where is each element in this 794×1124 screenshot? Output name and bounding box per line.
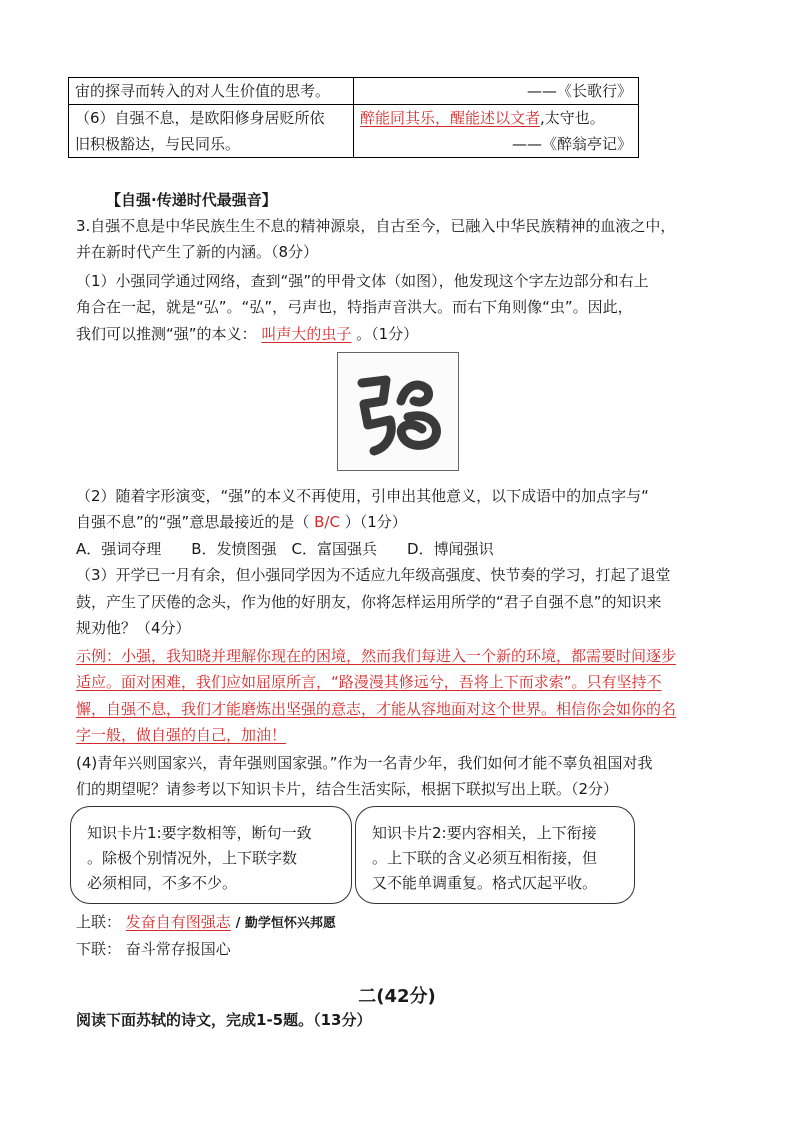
answer-table (68, 77, 639, 158)
q3-part3: 鼓，产生了厌倦的念头，作为他的好朋友，你将怎样运用所学的“君子自强不息”的知识来 (76, 593, 662, 611)
part2-instruction: 阅读下面苏轼的诗文，完成1-5题。（13分） (76, 1011, 372, 1029)
q3-part3: （3）开学已一月有余，但小强同学因为不适应九年级高强度、快节奏的学习，打起了退堂 (76, 566, 671, 584)
q3-part1: 我们可以推测“强”的本义： 叫声大的虫子 。（1分） (76, 325, 419, 343)
q3-part4: (4)青年兴则国家兴，青年强则国家强。”作为一名青少年，我们如何才能不辜负祖国对我 (76, 754, 653, 772)
q3-part1: 角合在一起，就是“弘”。“弘”，弓声也，特指声音洪大。而右下角则像“虫”。因此， (76, 298, 633, 316)
example-answer: 适应。面对困难，我们应如屈原所言，“路漫漫其修远兮，吾将上下而求索”。只有坚持不 (76, 673, 662, 691)
q3-part3: 规劝他？（4分） (76, 619, 191, 637)
q3-intro: 并在新时代产生了新的内涵。（8分） (76, 243, 319, 261)
table-cell: 醉能同其乐，醒能述以文者,太守也。 ——《醉翁亭记》 (354, 105, 639, 158)
table-row (69, 105, 639, 158)
lower-couplet: 下联： 奋斗常存报国心 (76, 940, 231, 958)
table-cell: ——《长歌行》 (354, 78, 639, 105)
answer-text: 醉能同其乐，醒能述以文者 (360, 109, 541, 127)
q3-part4: 们的期望呢？请参考以下知识卡片，结合生活实际，根据下联拟写出上联。（2分） (76, 780, 619, 798)
q3-part2: （2）随着字形演变，“强”的本义不再使用，引申出其他意义，以下成语中的加点字与“ (76, 487, 649, 505)
answer-text: 发奋自有图强志 (125, 913, 231, 931)
example-answer: 示例：小强，我知晓并理解你现在的困境，然而我们每进入一个新的环境，都需要时间逐步 (76, 647, 677, 665)
q3-part2: 自强不息”的“强”意思最接近的是（ B/C ）（1分） (76, 513, 407, 531)
knowledge-card-1: 知识卡片1:要字数相等，断句一致 。除极个别情况外，上下联字数 必须相同，不多不少。 (70, 806, 352, 904)
oracle-bone-qiang-image (337, 352, 459, 471)
q3-intro: 3.自强不息是中华民族生生不息的精神源泉，自古至今，已融入中华民族精神的血液之中， (76, 217, 676, 235)
section-heading: 【自强·传递时代最强音】 (106, 191, 277, 209)
example-answer: 懈，自强不息，我们才能磨炼出坚强的意志，才能从容地面对这个世界。相信你会如你的名 (76, 700, 677, 718)
part2-title: 二(42分) (358, 986, 436, 1007)
q3-part1: （1）小强同学通过网络，查到“强”的甲骨文体（如图），他发现这个字左边部分和右上 (76, 272, 649, 290)
example-answer: 字一般，做自强的自己，加油！ (76, 726, 287, 744)
answer-text: B/C (314, 513, 340, 531)
upper-couplet: 上联： 发奋自有图强志 / 勤学恒怀兴邦愿 (76, 913, 336, 931)
q3-options: A．强词夺理 B．发愤图强 C．富国强兵 D．博闻强识 (76, 540, 494, 558)
table-cell: 宙的探寻而转入的对人生价值的思考。 (69, 78, 354, 105)
table-cell: （6）自强不息，是欧阳修身居贬所依 旧积极豁达，与民同乐。 (69, 105, 354, 158)
table-row (69, 78, 639, 105)
answer-text: 叫声大的虫子 (261, 325, 352, 343)
knowledge-card-2: 知识卡片2:要内容相关，上下衔接 。上下联的含义必须互相衔接，但 又不能单调重复。格式仄起平收。 (355, 806, 635, 904)
